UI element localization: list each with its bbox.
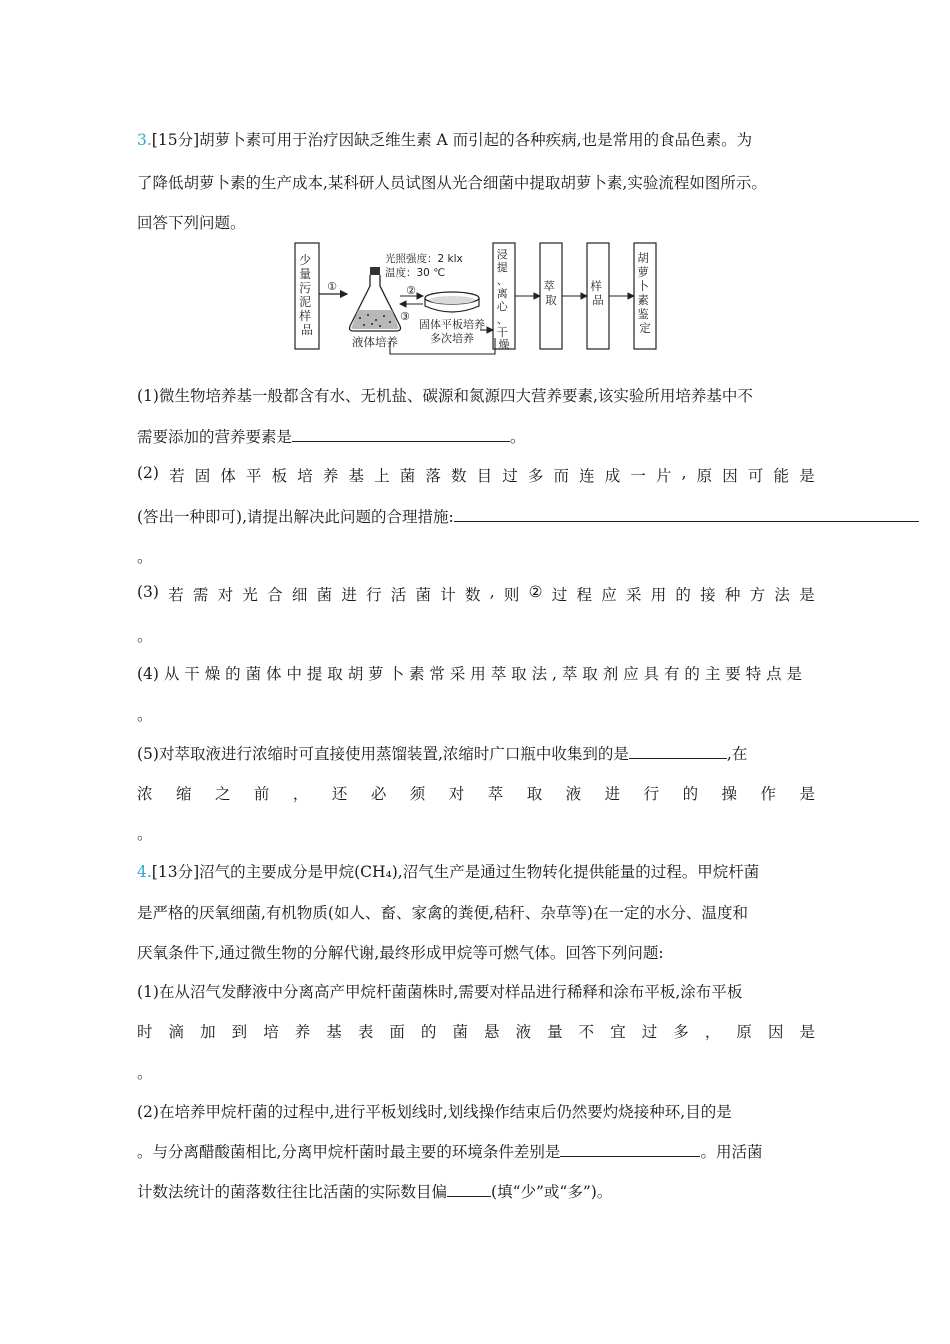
q3-part5-text: (5)对萃取液进行浓缩时可直接使用蒸馏装置,浓缩时广口瓶中收集到的是 (137, 745, 629, 763)
q3-part3-end: 。 (137, 627, 153, 645)
q4-part1-line2: 时 滴 加 到 培 养 基 表 面 的 菌 悬 液 量 不 宜 过 多 ， 原 因 是 (137, 1023, 815, 1041)
q4-part2-line2 (137, 1140, 762, 1162)
q3-part1-text: 需要添加的营养要素是 (137, 428, 293, 446)
q4-part2-line1: (2)在培养甲烷杆菌的过程中,进行平板划线时,划线操作结束后仍然要灼烧接种环,目的是 (137, 1103, 732, 1121)
solid-culture-label: 固体平板培养 (419, 318, 485, 331)
answer-blank-1[interactable] (292, 426, 510, 442)
q3-number: 3. (137, 131, 152, 149)
q4-stem-1: [13分]沼气的主要成分是甲烷(CH₄),沼气生产是通过生物转化提供能量的过程。甲烷杆菌 (151, 863, 760, 881)
q3-part4-line1: (4) 从 干 燥 的 菌 体 中 提 取 胡 萝 卜 素 常 采 用 萃 取 法 , 萃 取 剂 应 具 有 的 主 要 特 点 是 (137, 665, 803, 683)
answer-blank-5[interactable] (447, 1181, 491, 1197)
q4-part2-count-text: 计数法统计的菌落数往往比活菌的实际数目偏 (137, 1183, 448, 1201)
extraction-drying-label: 浸 提 、 离 心 、 干 燥 (496, 248, 510, 351)
q4-part2-line3 (137, 1180, 612, 1202)
q3-part2-text: (答出一种即可),请提出解决此问题的合理措施: (137, 508, 454, 526)
q4-line-1 (137, 860, 759, 882)
step-1-label: ① (327, 280, 337, 293)
extract-label: 萃 取 (543, 279, 557, 307)
q3-part5-tail: ,在 (726, 745, 748, 763)
q3-line-2: 了降低胡萝卜素的生产成本,某科研人员试图从光合细菌中提取胡萝卜素,实验流程如图所示。 (137, 174, 767, 192)
product-sample-label: 样 品 (590, 279, 604, 307)
q3-part5-line1 (137, 742, 747, 764)
temperature-label: 温度：30 ℃ (385, 267, 445, 279)
q4-part1-end: 。 (137, 1064, 153, 1082)
liquid-culture-label: 液体培养 (352, 335, 398, 349)
q4-part2-tail: 。用活菌 (700, 1143, 763, 1161)
q3-part2-line2 (137, 505, 919, 527)
q4-line-2: 是严格的厌氧细菌,有机物质(如人、畜、家禽的粪便,秸秆、杂草等)在一定的水分、温度和 (137, 904, 748, 922)
q3-stem-1: [15分]胡萝卜素可用于治疗因缺乏维生素 A 而引起的各种疾病,也是常用的食品色素。为 (151, 131, 753, 149)
sample-box-label: 少 量 污 泥 样 品 (299, 253, 314, 337)
identification-label: 胡 萝 卜 素 鉴 定 (637, 251, 651, 335)
period: 。 (510, 428, 526, 446)
q4-part2-hint: (填“少”或“多”)。 (491, 1183, 613, 1201)
q3-part3-line1: (3) 若 需 对 光 合 细 菌 进 行 活 菌 计 数 , 则 ② 过 程 应 采 用 的 接 种 方 法 是 (137, 583, 815, 604)
q3-part1-line2 (137, 425, 526, 447)
petri-dish-icon (425, 292, 479, 312)
step-2-label: ② (406, 284, 416, 297)
multiple-culture-label: 多次培养 (430, 332, 474, 345)
q3-part5-line2: 浓 缩 之 前 ， 还 必 须 对 萃 取 液 进 行 的 操 作 是 (137, 785, 815, 803)
q3-part4-end: 。 (137, 706, 153, 724)
answer-blank-3[interactable] (629, 743, 727, 759)
answer-blank-2[interactable] (454, 506, 919, 522)
q3-part2-line1: (2) 若 固 体 平 板 培 养 基 上 菌 落 数 目 过 多 而 连 成 一 片 , 原 因 可 能 是 (137, 464, 815, 485)
q3-line-1 (137, 128, 752, 150)
q3-part2-end: 。 (137, 548, 153, 566)
q4-line-3: 厌氧条件下,通过微生物的分解代谢,最终形成甲烷等可燃气体。回答下列问题: (137, 944, 664, 962)
q3-line-3: 回答下列问题。 (137, 214, 246, 232)
experiment-flow-diagram (290, 238, 670, 360)
q4-part1-line1: (1)在从沼气发酵液中分离高产甲烷杆菌菌株时,需要对样品进行稀释和涂布平板,涂布平板 (137, 983, 743, 1001)
q3-part1-line1: (1)微生物培养基一般都含有水、无机盐、碳源和氮源四大营养要素,该实验所用培养基中不 (137, 387, 753, 405)
light-intensity-label: 光照强度：2 klx (385, 253, 463, 265)
q3-part5-end: 。 (137, 825, 153, 843)
answer-blank-4[interactable] (560, 1141, 700, 1157)
q4-number: 4. (137, 863, 152, 881)
q4-part2-text: 。与分离醋酸菌相比,分离甲烷杆菌时最主要的环境条件差别是 (137, 1143, 561, 1161)
step-3-label: ③ (400, 310, 410, 323)
